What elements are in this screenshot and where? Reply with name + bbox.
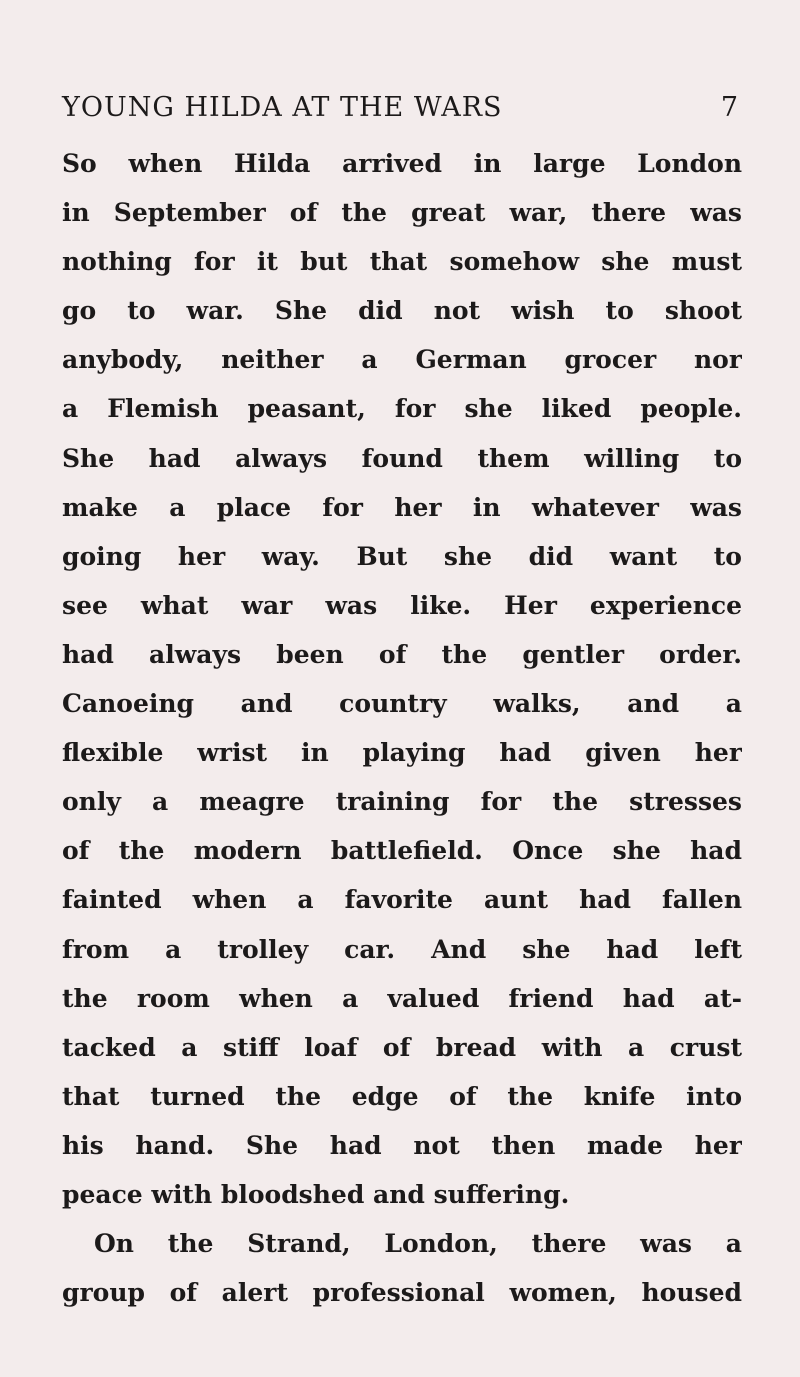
text-line: group of alert professional women, housed xyxy=(62,1278,742,1308)
text-line: a Flemish peasant, for she liked people. xyxy=(62,394,742,424)
text-line: of the modern battlefield. Once she had xyxy=(62,836,742,866)
text-line: She had always found them willing to xyxy=(62,443,742,473)
text-line: going her way. But she did want to xyxy=(62,541,742,571)
text-line: his hand. She had not then made her xyxy=(62,1130,742,1160)
running-head xyxy=(62,90,738,130)
page-number: 7 xyxy=(720,92,738,123)
running-title: YOUNG HILDA AT THE WARS xyxy=(62,92,503,123)
text-line: only a meagre training for the stresses xyxy=(62,787,742,817)
text-line: peace with bloodshed and suffering. xyxy=(62,1179,570,1209)
text-line: that turned the edge of the knife into xyxy=(62,1081,742,1111)
text-line: Canoeing and country walks, and a xyxy=(62,689,742,719)
text-line: flexible wrist in playing had given her xyxy=(62,738,742,768)
text-line: see what war was like. Her experience xyxy=(62,590,742,620)
text-line: anybody, neither a German grocer nor xyxy=(62,345,742,375)
text-line: go to war. She did not wish to shoot xyxy=(62,296,742,326)
body-text xyxy=(62,139,742,1317)
text-line: So when Hilda arrived in large London xyxy=(62,149,742,178)
text-line: the room when a valued friend had at- xyxy=(62,983,742,1013)
text-line: from a trolley car. And she had left xyxy=(62,934,742,964)
text-line: tacked a stiff loaf of bread with a crust xyxy=(62,1032,742,1062)
text-line: fainted when a favorite aunt had fallen xyxy=(62,885,742,915)
text-line: nothing for it but that somehow she must xyxy=(62,247,742,277)
text-line: in September of the great war, there was xyxy=(62,198,742,228)
text-line: On the Strand, London, there was a xyxy=(94,1229,742,1259)
text-line: make a place for her in whatever was xyxy=(62,492,742,522)
text-line: had always been of the gentler order. xyxy=(62,639,742,669)
